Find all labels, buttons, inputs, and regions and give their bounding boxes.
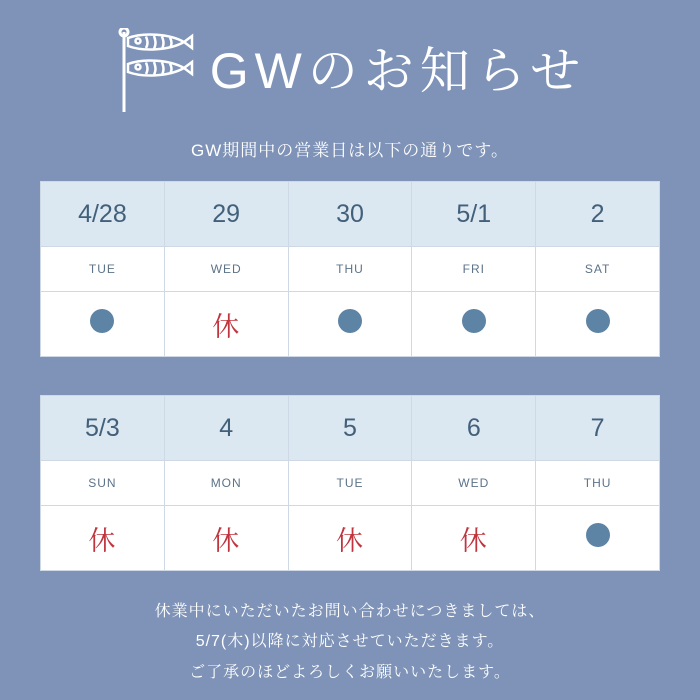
date-cell: 7 [536,396,660,461]
status-cell-closed [164,292,288,357]
open-dot-icon [338,309,362,333]
weekday-cell: TUE [288,461,412,506]
date-cell: 30 [288,182,412,247]
status-cell-open [288,292,412,357]
weekday-cell: WED [164,247,288,292]
table-row-weekdays [41,461,660,506]
status-cell-closed [288,506,412,571]
calendar-week-1 [40,181,660,357]
status-cell-open [536,506,660,571]
table-divider [0,357,700,375]
status-cell-open [412,292,536,357]
date-cell: 4/28 [41,182,165,247]
weekday-cell: WED [412,461,536,506]
table-row-dates [41,396,660,461]
date-cell: 2 [536,182,660,247]
date-cell: 5/1 [412,182,536,247]
date-cell: 29 [164,182,288,247]
open-dot-icon [586,309,610,333]
weekday-cell: SUN [41,461,165,506]
weekday-cell: THU [536,461,660,506]
weekday-cell: FRI [412,247,536,292]
koinobori-icon [114,28,194,114]
weekday-cell: MON [164,461,288,506]
date-cell: 4 [164,396,288,461]
status-cell-closed [164,506,288,571]
table-row-dates [41,182,660,247]
open-dot-icon [586,523,610,547]
closed-label: 休 [212,525,241,556]
status-cell-closed [41,506,165,571]
weekday-cell: TUE [41,247,165,292]
page-header [0,0,700,114]
date-cell: 5 [288,396,412,461]
closed-label: 休 [459,525,488,556]
note-line-2: 5/7(木)以降に対応させていただきます。 [195,633,505,651]
weekday-cell: SAT [536,247,660,292]
closed-label: 休 [88,525,117,556]
status-cell-open [536,292,660,357]
date-cell: 5/3 [41,396,165,461]
status-cell-open [41,292,165,357]
open-dot-icon [462,309,486,333]
note-line-1: 休業中にいただいたお問い合わせにつきましては、 [154,603,546,620]
note-line-3: ご了承のほどよろしくお願いいたします。 [189,663,511,681]
table-row-status [41,506,660,571]
open-dot-icon [90,309,114,333]
footer-note [0,597,700,688]
table-row-status [41,292,660,357]
page-subtitle: GW期間中の営業日は以下の通りです。 [191,141,509,160]
closed-label: 休 [335,525,364,556]
date-cell: 6 [412,396,536,461]
status-cell-closed [412,506,536,571]
table-row-weekdays [41,247,660,292]
page-title: GWのお知らせ [209,43,587,99]
calendar-week-2 [40,395,660,571]
weekday-cell: THU [288,247,412,292]
closed-label: 休 [212,311,241,342]
